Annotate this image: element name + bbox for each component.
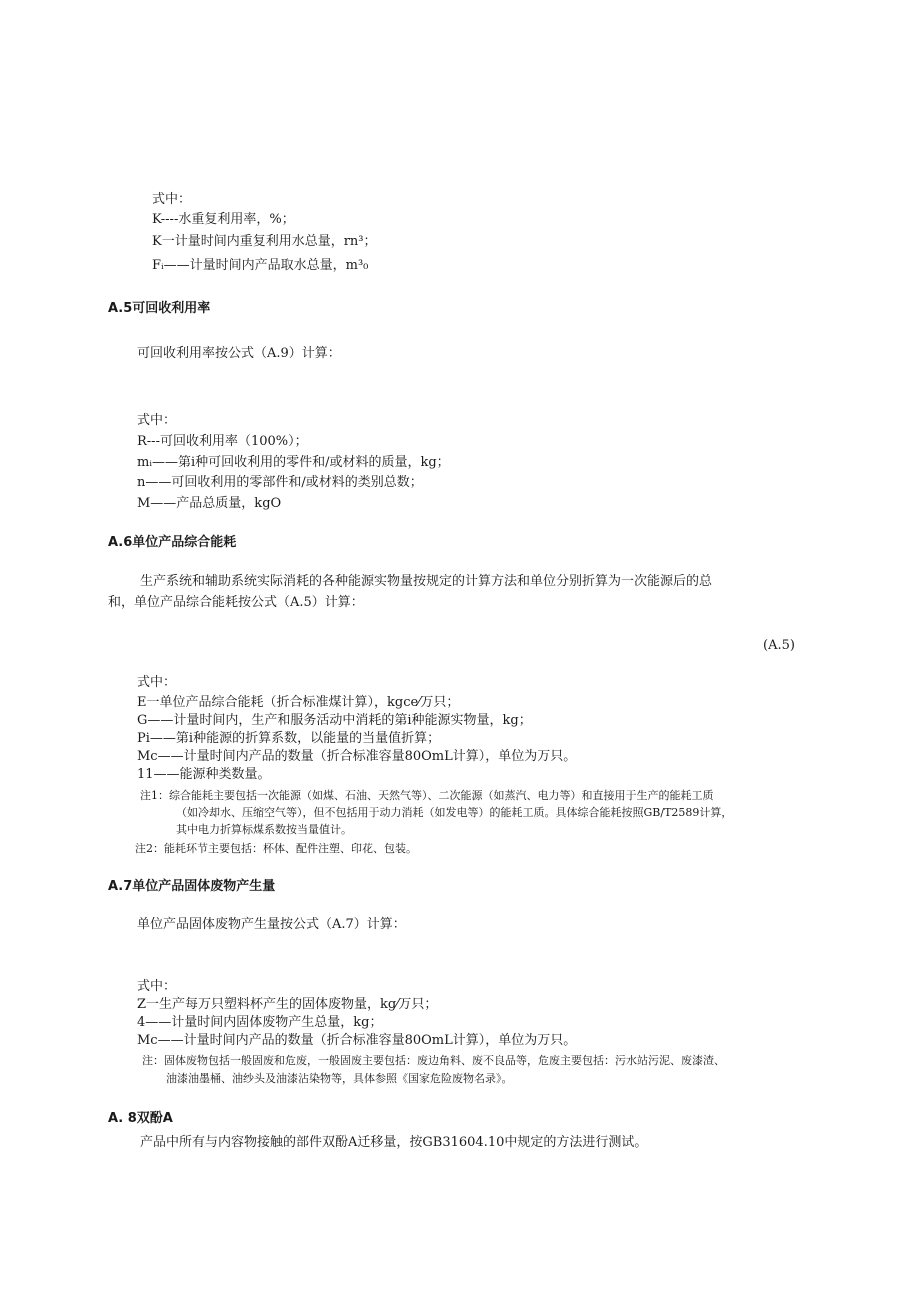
definition-line: Mc——计量时间内产品的数量（折合标准容量80OmL计算），单位为万只。 (137, 749, 577, 764)
section-heading-a6: A.6单位产品综合能耗 (108, 535, 237, 550)
where-label: 式中： (137, 413, 177, 428)
note-line: 注：固体废物包括一般固废和危废，一般固废主要包括：废边角料、废不良品等，危废主要包括：污水站污泥、废漆渣、 (142, 1054, 725, 1067)
section-heading-a8: A. 8双酚A (108, 1111, 173, 1126)
definition-line: mᵢ——第i种可回收利用的零件和/或材料的质量，kg； (137, 455, 450, 470)
definition-line: G——计量时间内，生产和服务活动中消耗的第i种能源实物量，kg； (137, 713, 532, 728)
where-label: 式中： (152, 192, 192, 207)
section-heading-a7: A.7单位产品固体废物产生量 (108, 879, 276, 894)
definition-line: 4——计量时间内固体废物产生总量，kg； (137, 1015, 383, 1030)
definition-line: M——产品总质量，kgO (137, 496, 282, 511)
definition-line: Mc——计量时间内产品的数量（折合标准容量80OmL计算），单位为万只。 (137, 1033, 577, 1048)
paragraph: 单位产品固体废物产生量按公式（A.7）计算： (137, 917, 406, 932)
note-line: 注2：能耗环节主要包括：杯体、配件注塑、印花、包装。 (135, 842, 417, 855)
note-line: （如冷却水、压缩空气等），但不包括用于动力消耗（如发电等）的能耗工质。具体综合能耗按照GB/T2589计算， (176, 806, 733, 819)
definition-line: R---可回收利用率（100%）； (137, 434, 308, 449)
where-label: 式中： (137, 979, 177, 994)
definition-line: 11——能源种类数量。 (137, 767, 271, 782)
paragraph: 生产系统和辅助系统实际消耗的各种能源实物量按规定的计算方法和单位分别折算为一次能源后的总 (140, 574, 713, 589)
paragraph: 和，单位产品综合能耗按公式（A.5）计算： (108, 595, 364, 610)
note-line: 注1：综合能耗主要包括一次能源（如煤、石油、天然气等）、二次能源（如蒸汽、电力等）和直接用于生产的能耗工质 (140, 789, 714, 802)
definition-line: K----水重复利用率，%； (152, 212, 295, 227)
equation-number: (A.5) (763, 638, 795, 653)
definition-line: Z一生产每万只塑料杯产生的固体废物量，kg⁄万只； (137, 997, 438, 1012)
note-line: 其中电力折算标煤系数按当量值计。 (176, 823, 352, 836)
definition-line: E一单位产品综合能耗（折合标准煤计算），kgce⁄万只； (137, 695, 460, 710)
section-heading-a5: A.5可回收利用率 (108, 301, 211, 316)
definition-line: Fᵢ——计量时间内产品取水总量，m³₀ (152, 258, 369, 273)
where-label: 式中： (137, 675, 177, 690)
definition-line: K一计量时间内重复利用水总量，rn³； (152, 234, 377, 249)
paragraph: 可回收利用率按公式（A.9）计算： (137, 346, 341, 361)
paragraph: 产品中所有与内容物接触的部件双酚A迁移量，按GB31604.10中规定的方法进行测试。 (140, 1135, 648, 1150)
note-line: 油漆油墨桶、油纱头及油漆沾染物等，具体参照《国家危险废物名录》。 (166, 1072, 513, 1085)
definition-line: n——可回收利用的零部件和/或材料的类别总数； (137, 475, 423, 490)
definition-line: Pi——第i种能源的折算系数，以能量的当量值折算； (137, 731, 441, 746)
